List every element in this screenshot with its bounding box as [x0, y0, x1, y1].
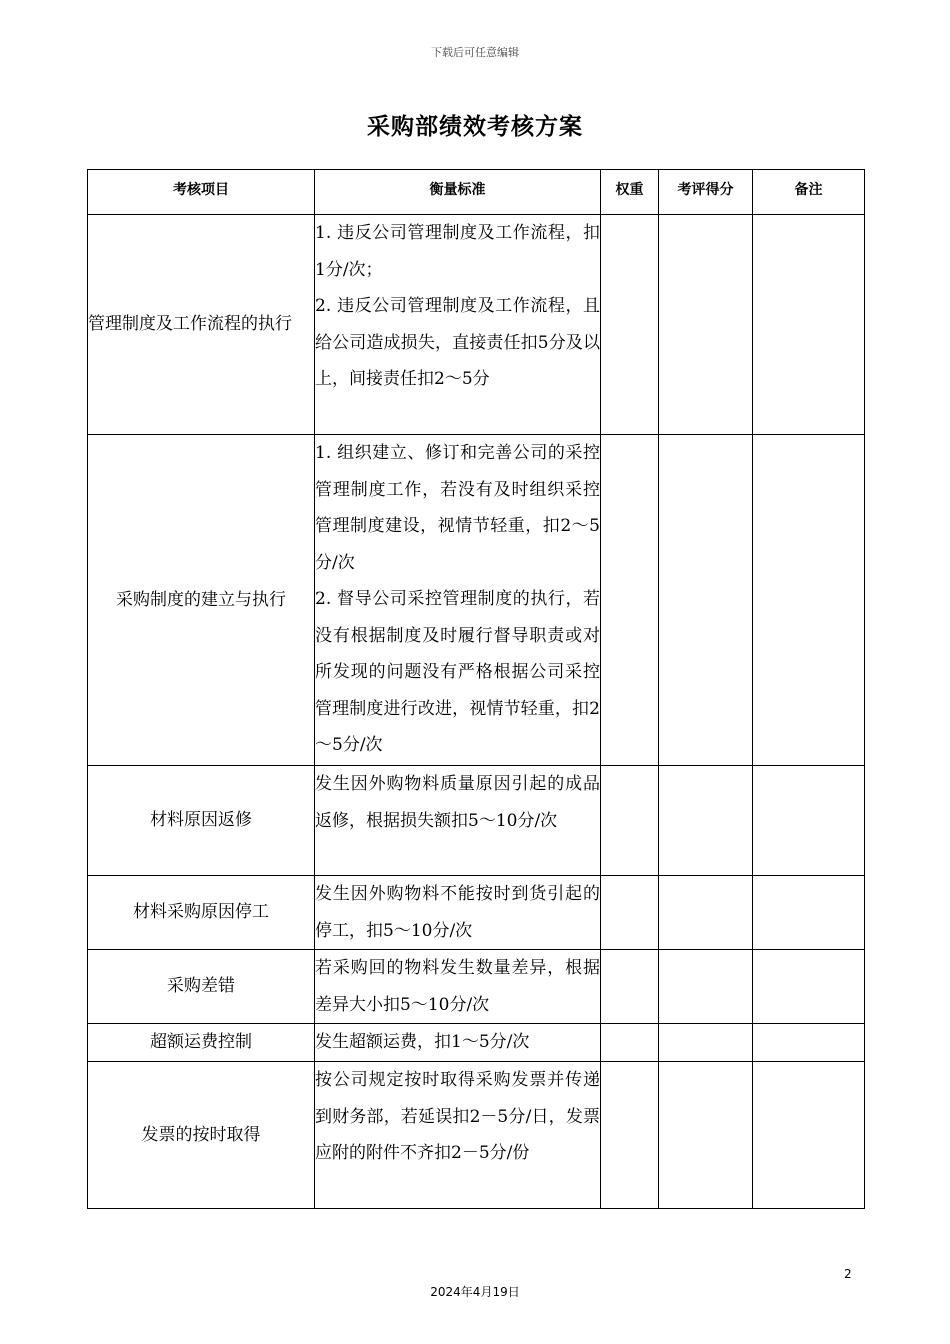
remarks-cell [753, 1062, 865, 1209]
score-cell [659, 1024, 753, 1062]
row-item: 材料原因返修 [88, 766, 315, 876]
row-criteria [315, 766, 601, 876]
weight-cell [601, 876, 659, 950]
remarks-cell [753, 215, 865, 435]
table-row [88, 435, 865, 766]
criteria-line: 1. 组织建立、修订和完善公司的采控管理制度工作，若没有及时组织采控管理制度建设，视情节轻重，扣2～5分/次 [315, 443, 600, 573]
assessment-table [87, 169, 865, 1209]
score-cell [659, 876, 753, 950]
weight-cell [601, 1024, 659, 1062]
score-cell [659, 215, 753, 435]
row-item: 采购制度的建立与执行 [88, 435, 315, 766]
row-item: 采购差错 [88, 950, 315, 1024]
score-cell [659, 766, 753, 876]
remarks-cell [753, 766, 865, 876]
row-criteria [315, 215, 601, 435]
column-header-score: 考评得分 [659, 170, 753, 215]
score-cell [659, 950, 753, 1024]
page-header: 下载后可任意编辑 [431, 46, 519, 59]
row-criteria [315, 435, 601, 766]
criteria-line: 若采购回的物料发生数量差异，根据差异大小扣5～10分/次 [315, 958, 600, 1015]
table-row [88, 950, 865, 1024]
column-header-weight: 权重 [601, 170, 659, 215]
score-cell [659, 1062, 753, 1209]
criteria-line: 1. 违反公司管理制度及工作流程，扣1分/次； [315, 223, 600, 280]
column-header-item: 考核项目 [88, 170, 315, 215]
remarks-cell [753, 950, 865, 1024]
row-criteria [315, 950, 601, 1024]
criteria-line: 发生超额运费，扣1～5分/次 [315, 1032, 530, 1052]
table-row [88, 1062, 865, 1209]
table-row [88, 766, 865, 876]
criteria-line: 发生因外购物料不能按时到货引起的停工，扣5～10分/次 [315, 884, 600, 941]
column-header-criteria: 衡量标准 [315, 170, 601, 215]
criteria-line: 2. 违反公司管理制度及工作流程，且给公司造成损失，直接责任扣5分及以上，间接责任扣2～5分 [315, 296, 600, 389]
row-criteria [315, 1062, 601, 1209]
remarks-cell [753, 435, 865, 766]
column-header-remarks: 备注 [753, 170, 865, 215]
row-item: 发票的按时取得 [88, 1062, 315, 1209]
table-row [88, 215, 865, 435]
document-title: 采购部绩效考核方案 [367, 114, 583, 140]
weight-cell [601, 435, 659, 766]
remarks-cell [753, 1024, 865, 1062]
remarks-cell [753, 876, 865, 950]
weight-cell [601, 950, 659, 1024]
weight-cell [601, 215, 659, 435]
row-item: 超额运费控制 [88, 1024, 315, 1062]
weight-cell [601, 1062, 659, 1209]
table-row [88, 1024, 865, 1062]
row-criteria [315, 876, 601, 950]
weight-cell [601, 766, 659, 876]
criteria-line: 发生因外购物料质量原因引起的成品返修，根据损失额扣5～10分/次 [315, 774, 600, 831]
row-item: 管理制度及工作流程的执行 [88, 215, 315, 435]
row-item: 材料采购原因停工 [88, 876, 315, 950]
score-cell [659, 435, 753, 766]
page-number: 2 [844, 1267, 852, 1281]
page-footer-date: 2024年4月19日 [430, 1285, 520, 1299]
criteria-line: 2. 督导公司采控管理制度的执行，若没有根据制度及时履行督导职责或对所发现的问题没有严格根据公司采控管理制度进行改进，视情节轻重，扣2～5分/次 [315, 589, 600, 755]
table-header-row [88, 170, 865, 215]
row-criteria [315, 1024, 601, 1062]
criteria-line: 按公司规定按时取得采购发票并传递到财务部，若延误扣2－5分/日，发票应附的附件不齐扣2－5分/份 [315, 1070, 600, 1163]
table-row [88, 876, 865, 950]
